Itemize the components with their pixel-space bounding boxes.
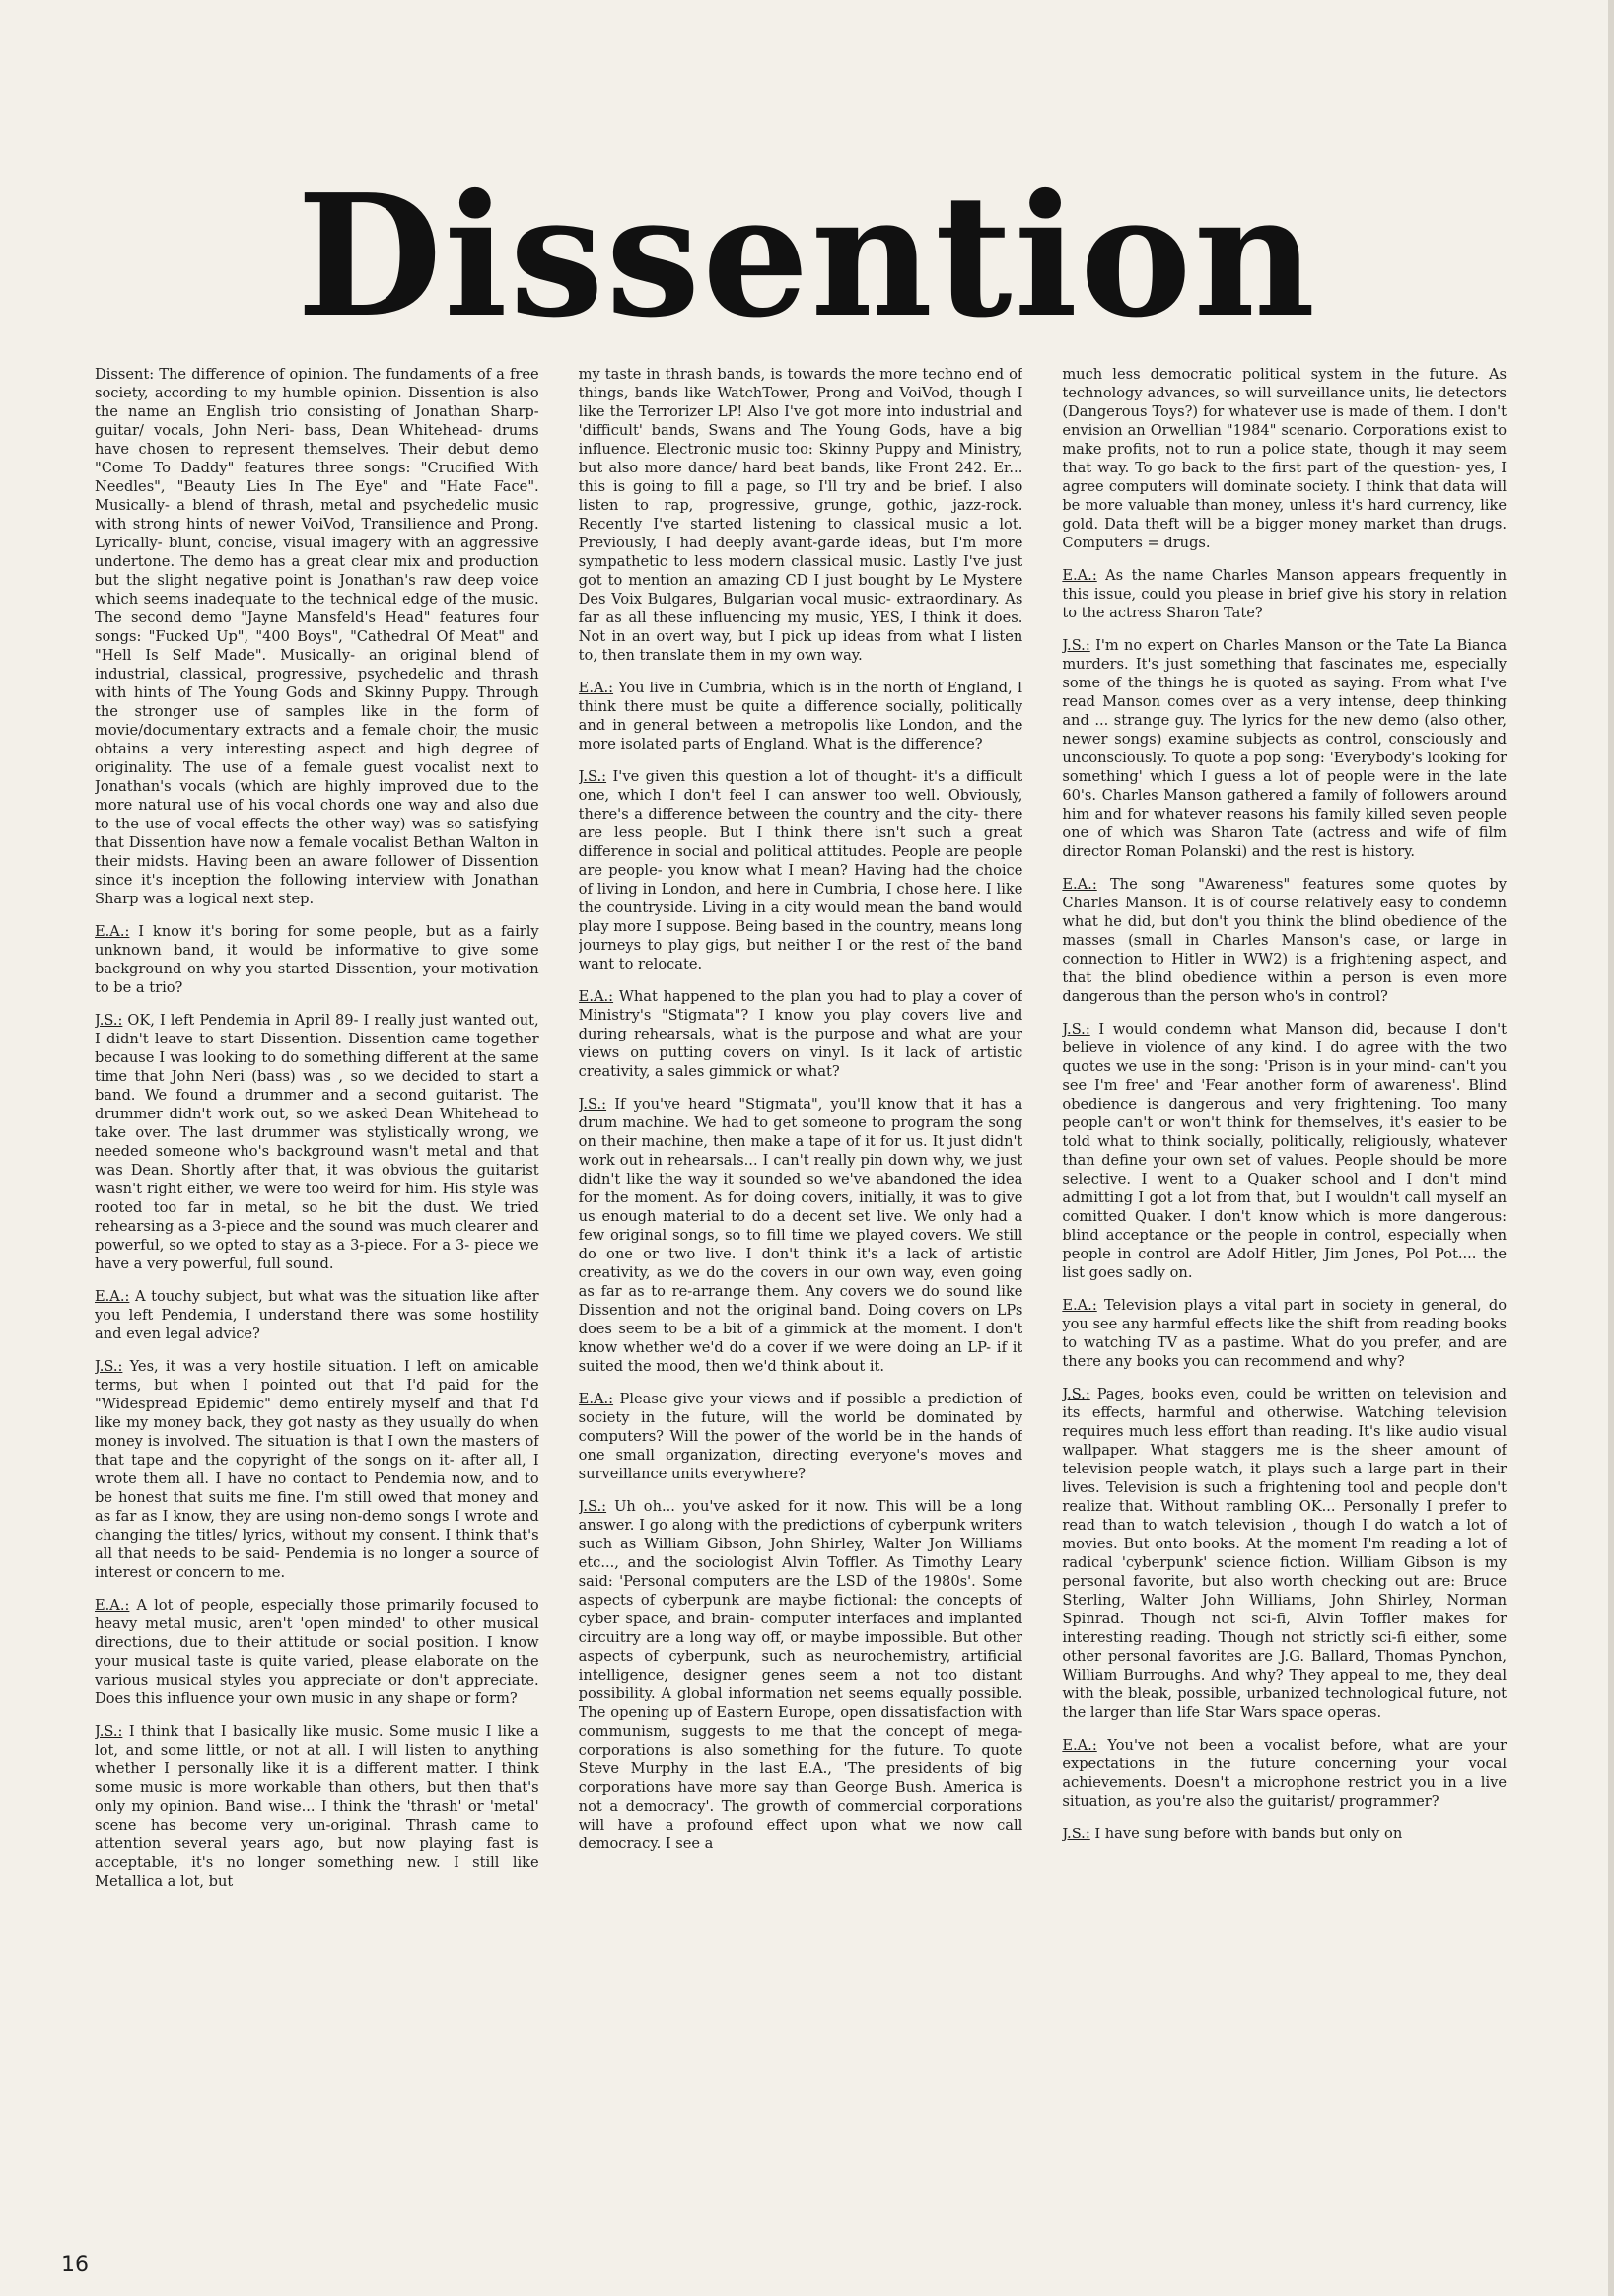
page-number: 16 <box>61 2253 89 2277</box>
column-1 <box>95 365 539 2234</box>
speaker-label: J.S.: <box>95 1723 123 1740</box>
interview-paragraph <box>95 1357 539 1582</box>
paragraph-text: You live in Cumbria, which is in the north of England, I think there must be quite a difference socially, politically and in general between a metropolis like London, and the more isolated parts of England. What is the difference? <box>578 680 1023 753</box>
speaker-label: J.S.: <box>578 768 607 785</box>
interview-paragraph <box>95 1287 539 1343</box>
paragraph-text: I'm no expert on Charles Manson or the Tate La Bianca murders. It's just something that fascinates me, especially some of the things he is quoted as saying. From what I've read Manson comes over as a very intense, deep thinking and ... strange guy. The lyrics for the new demo (also other, newer songs) examine subjects as control, consciously and unconsciously. To quote a pop song: 'Everybody's looking for something' which I guess a lot of people were in the late 60's. Charles Manson gathered a family of followers around him and for whatever reasons his family killed seven people one of which was Sharon Tate (actress and wife of film director Roman Polanski) and the rest is history. <box>1062 637 1508 860</box>
speaker-label: E.A.: <box>1062 567 1097 584</box>
speaker-label: E.A.: <box>95 923 130 940</box>
intro-paragraph <box>1062 365 1507 552</box>
paragraph-text: The song "Awareness" features some quotes by Charles Manson. It is of course relatively easy to condemn what he did, but don't you think the blind obedience of the masses (small in Charles Manson's case, or large in connection to Hitler in WW2) is a frightening aspect, and that the blind obedience within a person is even more dangerous than the person who's in control? <box>1062 876 1508 1005</box>
column-3 <box>1062 365 1507 2234</box>
interview-paragraph <box>579 1497 1023 1853</box>
interview-paragraph <box>1062 1825 1507 1843</box>
paragraph-text: As the name Charles Manson appears frequently in this issue, could you please in brief give his story in relation to the actress Sharon Tate? <box>1062 567 1508 621</box>
paragraph-text: I know it's boring for some people, but as a fairly unknown band, it would be informative to give some background on why you started Dissention, your motivation to be a trio? <box>95 923 539 996</box>
paragraph-text: I think that I basically like music. Some music I like a lot, and some little, or not at all. I will listen to anything whether I personally like it is a different matter. I think some music is more workable than others, but then that's only my opinion. Band wise... I think the 'thrash' or 'metal' scene has become very un-original. Thrash came to attention several years ago, but now playing fast is acceptable, it's no longer something new. I still like Metallica a lot, but <box>95 1723 539 1890</box>
speaker-label: J.S.: <box>1062 1386 1090 1402</box>
interview-paragraph <box>95 1011 539 1273</box>
article-body <box>95 365 1507 2234</box>
paragraph-text: much less democratic political system in the future. As technology advances, so will surveillance units, lie detectors (Dangerous Toys?) for whatever use is made of them. I don't envision an Orwellian "1984" scenario. Corporations exist to make profits, not to run a police state, though it may seem that way. To go back to the first part of the question- yes, I agree computers will dominate society. I think that data will be more valuable than money, unless it's hard currency, like gold. Data theft will be a bigger money market than drugs. Computers = drugs. <box>1062 366 1508 551</box>
paragraph-text: A touchy subject, but what was the situation like after you left Pendemia, I understand there was some hostility and even legal advice? <box>95 1288 539 1342</box>
interview-paragraph <box>95 1596 539 1708</box>
paragraph-text: Television plays a vital part in society in general, do you see any harmful effects like the shift from reading books to watching TV as a pastime. What do you prefer, and are there any books you can recommend and why? <box>1062 1297 1508 1370</box>
paragraph-text: I've given this question a lot of thought- it's a difficult one, which I don't feel I can answer too well. Obviously, there's a difference between the country and the city- there are less people. But I think there isn't such a great difference in social and political attitudes. People are people are people- you know what I mean? Having had the choice of living in London, and here in Cumbria, I chose here. I like the countryside. Living in a city would mean the band would play more I suppose. Being based in the country, means long journeys to play gigs, but neither I or the rest of the band want to relocate. <box>578 768 1023 972</box>
interview-paragraph <box>579 1095 1023 1376</box>
interview-paragraph <box>1062 636 1507 861</box>
interview-paragraph <box>579 767 1023 973</box>
paragraph-text: What happened to the plan you had to play a cover of Ministry's "Stigmata"? I know you play covers live and during rehearsals, what is the purpose and what are your views on putting covers on vinyl. Is it lack of artistic creativity, a sales gimmick or what? <box>578 988 1023 1080</box>
speaker-label: J.S.: <box>95 1358 123 1375</box>
speaker-label: E.A.: <box>95 1288 130 1305</box>
paragraph-text: Dissent: The difference of opinion. The fundaments of a free society, according to my humble opinion. Dissention is also the name an English trio consisting of Jonathan Sharp- guitar/ vocals, John Neri- bass, Dean Whitehead- drums have chosen to represent themselves. Their debut demo "Come To Daddy" features three songs: "Crucified With Needles", "Beauty Lies In The Eye" and "Hate Face". Musically- a blend of thrash, metal and psychedelic music with strong hints of newer VoiVod, Transilience and Prong. Lyrically- blunt, concise, visual imagery with an aggressive undertone. The demo has a great clear mix and production but the slight negative point is Jonathan's raw deep voice which seems inadequate to the technical edge of the music. The second demo "Jayne Mansfeld's Head" features four songs: "Fucked Up", "400 Boys", "Cathedral Of Meat" and "Hell Is Self Made". Musically- an original blend of industrial, classical, progressive, psychedelic and thrash with hints of The Young Gods and Skinny Puppy. Through the stronger use of samples like in the form of movie/documentary extracts and a female choir, the music obtains a very interesting aspect and high degree of originality. The use of a female guest vocalist next to Jonathan's vocals (which are highly improved due to the more natural use of his vocal chords one way and also due to the use of vocal effects the other way) was so satisfying that Dissention have now a female vocalist Bethan Walton in their midsts. Having been an aware follower of Dissention since it's inception the following interview with Jonathan Sharp was a logical next step. <box>95 366 539 907</box>
interview-paragraph <box>95 922 539 997</box>
speaker-label: E.A.: <box>1062 1297 1097 1314</box>
speaker-label: J.S.: <box>578 1096 607 1112</box>
interview-paragraph <box>1062 566 1507 622</box>
speaker-label: E.A.: <box>578 1391 614 1407</box>
interview-paragraph <box>1062 1385 1507 1722</box>
column-2 <box>579 365 1023 2234</box>
paragraph-text: OK, I left Pendemia in April 89- I really just wanted out, I didn't leave to start Dissention. Dissention came together because I was looking to do something different at the same time that John Neri (bass) was , so we decided to start a band. We found a drummer and a second guitarist. The drummer didn't work out, so we asked Dean Whitehead to take over. The last drummer was stylistically wrong, we needed someone who's background wasn't metal and that was Dean. Shortly after that, it was obvious the guitarist wasn't right either, we were too weird for him. His style was rooted too far in metal, so he bit the dust. We tried rehearsing as a 3-piece and the sound was much clearer and powerful, so we opted to stay as a 3-piece. For a 3- piece we have a very powerful, full sound. <box>95 1012 539 1272</box>
page-edge <box>1608 0 1614 2296</box>
interview-paragraph <box>1062 1736 1507 1811</box>
speaker-label: J.S.: <box>1062 1826 1090 1842</box>
speaker-label: E.A.: <box>578 988 614 1005</box>
speaker-label: E.A.: <box>1062 1737 1097 1754</box>
speaker-label: J.S.: <box>1062 637 1090 654</box>
interview-paragraph <box>579 987 1023 1081</box>
paragraph-text: I have sung before with bands but only on <box>1094 1826 1403 1842</box>
interview-paragraph <box>1062 1296 1507 1371</box>
paragraph-text: Pages, books even, could be written on television and its effects, harmful and otherwise. Watching television requires much less effort than reading. It's like audio visual wallpaper. What staggers me is the sheer amount of television people watch, it plays such a large part in their lives. Television is such a frightening tool and people don't realize that. Without rambling OK... Personally I prefer to read than to watch television , though I do watch a lot of movies. But onto books. At the moment I'm reading a lot of radical 'cyberpunk' science fiction. William Gibson is my personal favorite, but also worth checking out are: Bruce Sterling, Walter John Williams, John Shirley, Norman Spinrad. Though not sci-fi, Alvin Toffler makes for interesting reading. Though not strictly sci-fi either, some other personal favorites are J.G. Ballard, Thomas Pynchon, William Burroughs. And why? They appeal to me, they deal with the bleak, possible, urbanized technological future, not the larger than life Star Wars space operas. <box>1062 1386 1508 1721</box>
intro-paragraph <box>95 365 539 908</box>
interview-paragraph <box>1062 875 1507 1006</box>
paragraph-text: Yes, it was a very hostile situation. I left on amicable terms, but when I pointed out that I'd paid for the "Widespread Epidemic" demo entirely myself and that I'd like my money back, they got nasty as they usually do when money is involved. The situation is that I own the masters of that tape and the copyright of the songs on it- after all, I wrote them all. I have no contact to Pendemia now, and to be honest that suits me fine. I'm still owed that money and as far as I know, they are using non-demo songs I wrote and changing the titles/ lyrics, without my consent. I think that's all that needs to be said- Pendemia is no longer a source of interest or concern to me. <box>95 1358 539 1581</box>
speaker-label: J.S.: <box>578 1498 607 1515</box>
interview-paragraph <box>1062 1020 1507 1282</box>
paragraph-text: I would condemn what Manson did, because I don't believe in violence of any kind. I do agree with the two quotes we use in the song: 'Prison is in your mind- can't you see I'm free' and 'Fear another form of awareness'. Blind obedience is dangerous and very frightening. Too many people can't or won't think for themselves, it's easier to be told what to think socially, politically, religiously, whatever than define your own set of values. People should be more selective. I went to a Quaker school and I don't mind admitting I got a lot from that, but I wouldn't call myself an comitted Quaker. I don't know which is more dangerous: blind acceptance or the people in control, especially when people in control are Adolf Hitler, Jim Jones, Pol Pot.... the list goes sadly on. <box>1062 1021 1508 1281</box>
paragraph-text: If you've heard "Stigmata", you'll know that it has a drum machine. We had to get someone to program the song on their machine, then make a tape of it for us. It just didn't work out in rehearsals... I can't really pin down why, we just didn't like the way it sounded so we've abandoned the idea for the moment. As for doing covers, initially, it was to give us enough material to do a decent set live. We only had a few original songs, so to fill time we played covers. We still do one or two live. I don't think it's a lack of artistic creativity, as we do the covers in our own way, even going as far as to re-arrange them. Any covers we do sound like Dissention and not the original band. Doing covers on LPs does seem to be a bit of a gimmick at the moment. I don't know whether we'd do a cover if we were doing an LP- if it suited the mood, then we'd think about it. <box>578 1096 1023 1375</box>
paragraph-text: You've not been a vocalist before, what are your expectations in the future concerning your vocal achievements. Doesn't a microphone restrict you in a live situation, as you're also the guitarist/ programmer? <box>1062 1737 1508 1810</box>
paragraph-text: A lot of people, especially those primarily focused to heavy metal music, aren't 'open minded' to other musical directions, due to their attitude or social position. I know your musical taste is quite varied, please elaborate on the various musical styles you appreciate or don't appreciate. Does this influence your own music in any shape or form? <box>95 1597 539 1707</box>
speaker-label: E.A.: <box>1062 876 1097 893</box>
paragraph-text: Uh oh... you've asked for it now. This will be a long answer. I go along with the predictions of cyberpunk writers such as William Gibson, John Shirley, Walter Jon Williams etc..., and the sociologist Alvin Toffler. As Timothy Leary said: 'Personal computers are the LSD of the 1980s'. Some aspects of cyberpunk are maybe fictional: the concepts of cyber space, and brain- computer interfaces and implanted circuitry are a long way off, or maybe impossible. But other aspects of cyberpunk, such as neurochemistry, artificial intelligence, designer genes seem a not too distant possibility. A global information net seems equally possible. The opening up of Eastern Europe, open dissatisfaction with communism, suggests to me that the concept of mega- corporations is also something for the future. To quote Steve Murphy in the last E.A., 'The presidents of big corporations have more say than George Bush. America is not a democracy'. The growth of commercial corporations will have a profound effect upon what we now call democracy. I see a <box>578 1498 1023 1852</box>
article-title: Dissention <box>296 158 1318 355</box>
interview-paragraph <box>579 1390 1023 1483</box>
speaker-label: E.A.: <box>578 680 614 696</box>
intro-paragraph <box>579 365 1023 665</box>
speaker-label: J.S.: <box>95 1012 123 1029</box>
speaker-label: J.S.: <box>1062 1021 1090 1038</box>
interview-paragraph <box>95 1722 539 1891</box>
interview-paragraph <box>579 679 1023 753</box>
speaker-label: E.A.: <box>95 1597 130 1614</box>
paragraph-text: Please give your views and if possible a prediction of society in the future, will the world be dominated by computers? Will the power of the world be in the hands of one small organization, directing everyone's moves and surveillance units everywhere? <box>578 1391 1023 1482</box>
paragraph-text: my taste in thrash bands, is towards the more techno end of things, bands like WatchTower, Prong and VoiVod, though I like the Terrorizer LP! Also I've got more into industrial and 'difficult' bands, Swans and The Young Gods, have a big influence. Electronic music too: Skinny Puppy and Ministry, but also more dance/ hard beat bands, like Front 242. Er... this is going to fill a page, so I'll try and be brief. I also listen to rap, progressive, grunge, gothic, jazz-rock. Recently I've started listening to classical music a lot. Previously, I had deeply avant-garde ideas, but I'm more sympathetic to less modern classical music. Lastly I've just got to mention an amazing CD I just bought by Le Mystere Des Voix Bulgares, Bulgarian vocal music- extraordinary. As far as all these influencing my music, YES, I think it does. Not in an overt way, but I pick up ideas from what I listen to, then translate them in my own way. <box>578 366 1023 664</box>
